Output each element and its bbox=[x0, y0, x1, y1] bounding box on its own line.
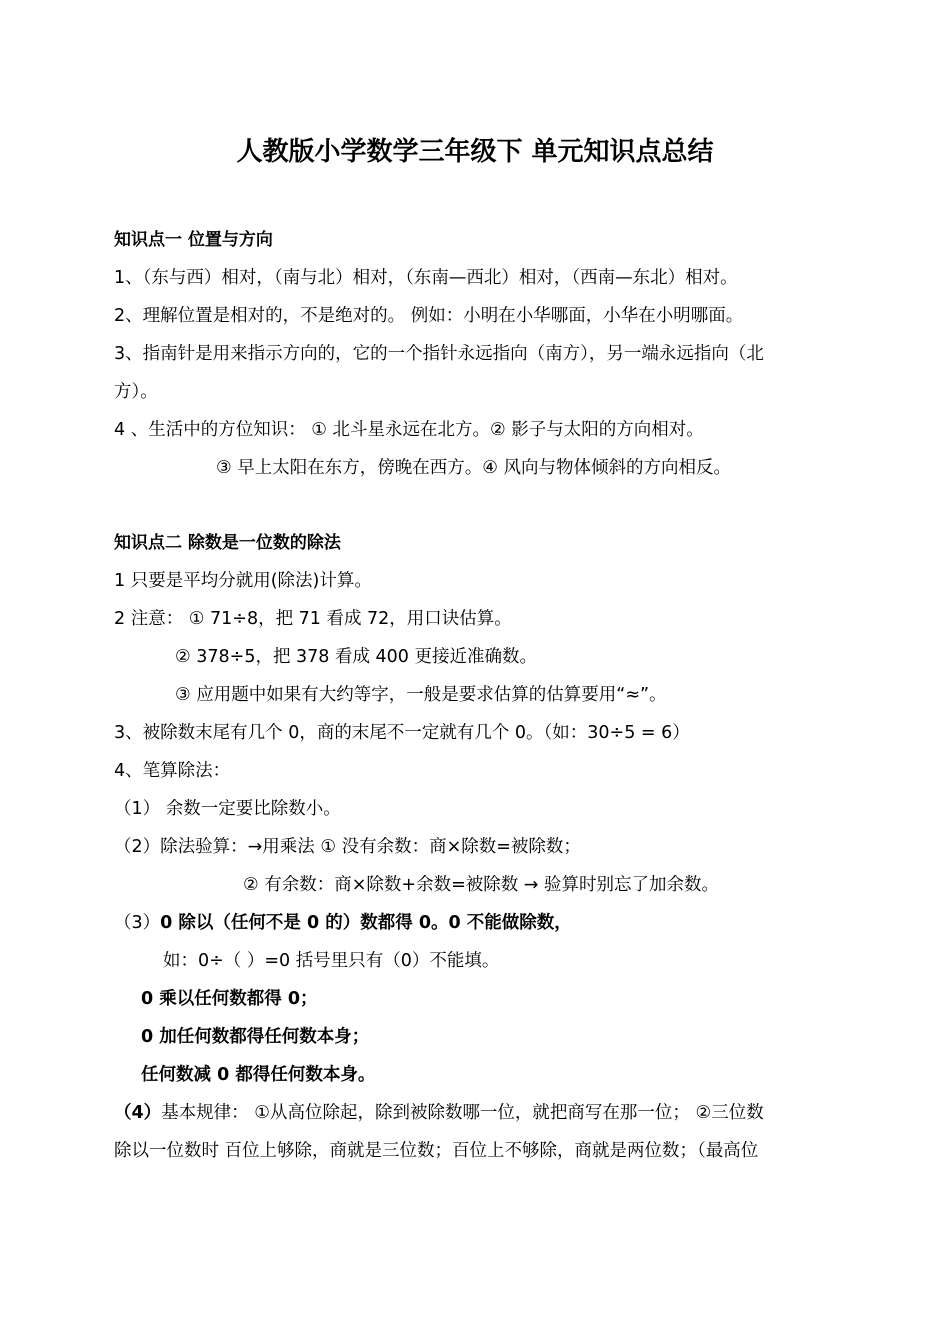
section2-line2c: ③ 应用题中如果有大约等字，一般是要求估算的估算要用“≈”。 bbox=[175, 685, 667, 705]
point3-bold: 0 除以（任何不是 0 的）数都得 0。0 不能做除数， bbox=[160, 913, 572, 933]
point4-prefix: （4） bbox=[114, 1103, 162, 1123]
section2-line2a: 2 注意： ① 71÷8，把 71 看成 72，用口诀估算。 bbox=[114, 609, 512, 629]
point4b: 除以一位数时 百位上够除，商就是三位数；百位上不够除，商就是两位数；（最高位 bbox=[114, 1141, 759, 1161]
point2a: （2）除法验算：→用乘法 ① 没有余数：商×除数=被除数； bbox=[114, 837, 581, 857]
section1-line3a: 3、指南针是用来指示方向的，它的一个指针永远指向（南方），另一端永远指向（北 bbox=[114, 344, 764, 364]
section1-line3b: 方）。 bbox=[114, 382, 158, 402]
section1-heading: 知识点一 位置与方向 bbox=[114, 230, 273, 250]
section2-heading: 知识点二 除数是一位数的除法 bbox=[114, 533, 341, 553]
section2-line4: 4、笔算除法： bbox=[114, 761, 231, 781]
section1-line4a: 4 、生活中的方位知识： ① 北斗星永远在北方。② 影子与太阳的方向相对。 bbox=[114, 420, 704, 440]
point3-rule1: 0 乘以任何数都得 0； bbox=[141, 989, 318, 1009]
section1-line1: 1、（东与西）相对，（南与北）相对，（东南—西北）相对，（西南—东北）相对。 bbox=[114, 268, 738, 288]
point1: （1） 余数一定要比除数小。 bbox=[114, 799, 341, 819]
page-title: 人教版小学数学三年级下 单元知识点总结 bbox=[236, 137, 714, 167]
section2-line1: 1 只要是平均分就用(除法)计算。 bbox=[114, 571, 372, 591]
section1-line2: 2、理解位置是相对的，不是绝对的。 例如：小明在小华哪面，小华在小明哪面。 bbox=[114, 306, 744, 326]
point4-text: 基本规律： ①从高位除起，除到被除数哪一位，就把商写在那一位； ②三位数 bbox=[161, 1103, 764, 1123]
section1-line4b: ③ 早上太阳在东方，傍晚在西方。④ 风向与物体倾斜的方向相反。 bbox=[216, 458, 732, 478]
point3-prefix: （3） bbox=[114, 913, 161, 933]
point3 bbox=[114, 911, 572, 935]
point3-rule2: 0 加任何数都得任何数本身； bbox=[141, 1027, 370, 1047]
section2-line3: 3、被除数末尾有几个 0，商的末尾不一定就有几个 0。（如：30÷5 = 6） bbox=[114, 723, 690, 743]
point2b: ② 有余数：商×除数+余数=被除数 → 验算时别忘了加余数。 bbox=[243, 875, 720, 895]
point4a bbox=[114, 1101, 764, 1125]
point3-rule3: 任何数减 0 都得任何数本身。 bbox=[141, 1065, 376, 1085]
point3-example: 如：0÷（ ）=0 括号里只有（0）不能填。 bbox=[163, 951, 500, 971]
section2-line2b: ② 378÷5，把 378 看成 400 更接近准确数。 bbox=[175, 647, 538, 667]
